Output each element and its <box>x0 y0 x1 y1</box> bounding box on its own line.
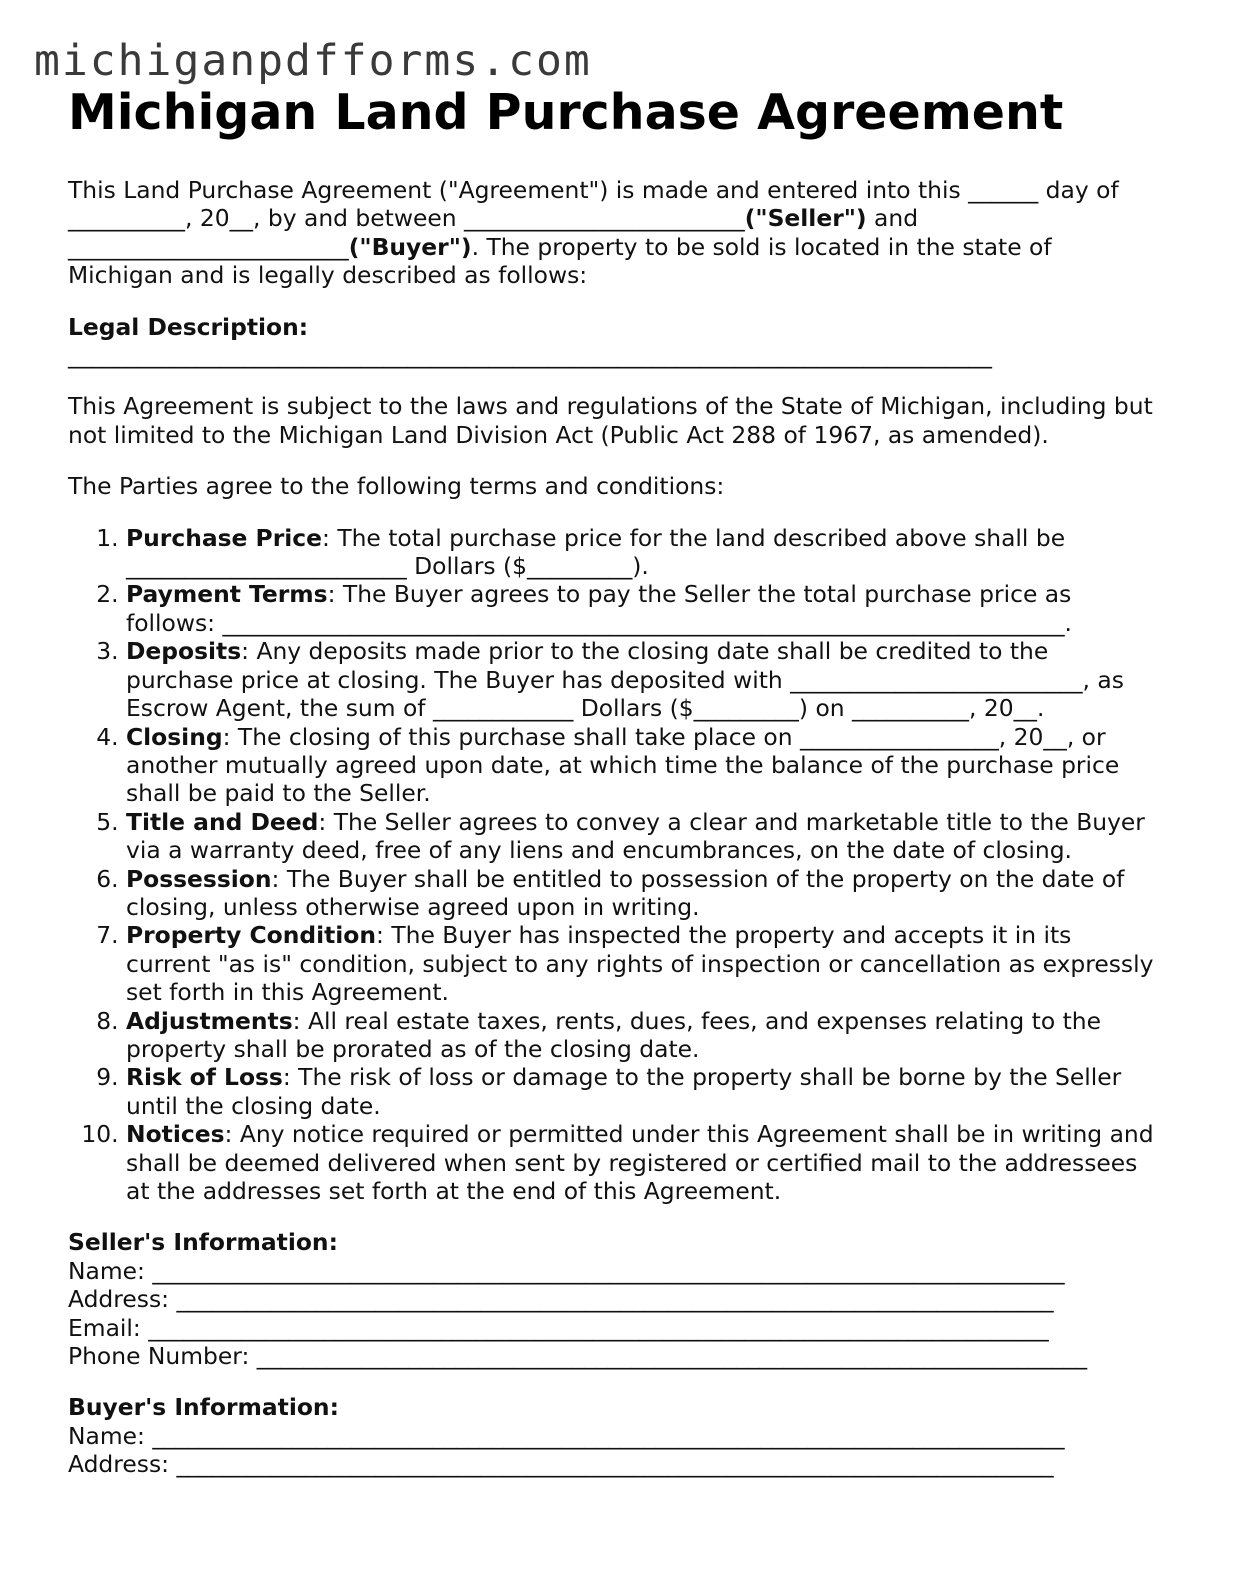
term-item <box>126 637 1158 722</box>
terms-list <box>68 524 1158 1206</box>
term-item <box>126 1120 1158 1205</box>
intro-paragraph: This Land Purchase Agreement ("Agreement") is made and entered into this ______ day of __________, 20__, by and between ________________________("Seller") and ________________________("Buyer"). The property to be sold is located in the state of Michigan and is legally described as follows: <box>68 176 1119 290</box>
site-watermark: michiganpdfforms.com <box>34 36 592 86</box>
law-paragraph: This Agreement is subject to the laws and regulations of the State of Michigan, including but not limited to the Michigan Land Division Act (Public Act 288 of 1967, as amended). <box>68 392 1153 449</box>
term-title: Purchase Price <box>126 523 322 552</box>
seller-label: ("Seller") <box>744 204 867 233</box>
seller-phone-field[interactable]: Phone Number: _______________________________________________________________________ <box>68 1342 1088 1371</box>
term-text: : All real estate taxes, rents, dues, fees, and expenses relating to the property shall be prorated as of the closing date. <box>126 1006 1101 1063</box>
legal-description-section <box>68 313 1158 370</box>
term-text: : The Buyer shall be entitled to possession of the property on the date of closing, unless otherwise agreed upon in writing. <box>126 864 1125 921</box>
term-item <box>126 580 1158 637</box>
term-text: : The Buyer has inspected the property and accepts it in its current "as is" condition, subject to any rights of inspection or cancellation as expressly set forth in this Agreement. <box>126 921 1154 1007</box>
page-title: Michigan Land Purchase Agreement <box>68 84 1064 141</box>
term-title: Possession <box>126 864 272 893</box>
seller-info-heading: Seller's Information: <box>68 1228 338 1257</box>
day-blank[interactable]: ______ <box>968 176 1039 204</box>
term-text: : The Buyer agrees to pay the Seller the total purchase price as follows: ________________________________________________________________________. <box>126 580 1072 637</box>
term-text: : The closing of this purchase shall take place on _________________, 20__, or another mutually agreed upon date, at which time the balance of the purchase price shall be paid to the Seller. <box>126 722 1120 808</box>
term-item <box>126 865 1158 922</box>
term-item <box>126 921 1158 1006</box>
seller-name-blank[interactable]: ________________________ <box>464 204 745 233</box>
term-title: Property Condition <box>126 921 377 950</box>
term-text: : The total purchase price for the land described above shall be ________________________ Dollars ($_________). <box>126 523 1066 581</box>
agreement-body <box>68 176 1158 1502</box>
term-item <box>126 1063 1158 1120</box>
seller-name-field[interactable]: Name: ______________________________________________________________________________ <box>68 1256 1065 1285</box>
buyer-name-blank[interactable]: ________________________ <box>68 232 349 261</box>
seller-address-field[interactable]: Address: ___________________________________________________________________________ <box>68 1285 1054 1314</box>
term-item <box>126 723 1158 808</box>
term-text: : Any notice required or permitted under this Agreement shall be in writing and shall be deemed delivered when sent by registered or certified mail to the addressees at the addresses set forth at the end of this Agreement. <box>126 1120 1154 1205</box>
term-title: Adjustments <box>126 1006 293 1035</box>
buyer-info-heading: Buyer's Information: <box>68 1393 339 1422</box>
buyer-label: ("Buyer") <box>348 232 472 261</box>
year-blank[interactable]: __ <box>229 204 253 233</box>
term-title: Notices <box>126 1120 225 1149</box>
terms-intro: The Parties agree to the following terms and conditions: <box>68 472 725 501</box>
buyer-name-field[interactable]: Name: ______________________________________________________________________________ <box>68 1421 1065 1450</box>
seller-email-field[interactable]: Email: _____________________________________________________________________________ <box>68 1313 1049 1342</box>
term-text: : The risk of loss or damage to the property shall be borne by the Seller until the closing date. <box>126 1063 1122 1120</box>
term-title: Deposits <box>126 637 242 666</box>
legal-description-blank[interactable]: _______________________________________________________________________________ <box>68 341 992 370</box>
term-text: : Any deposits made prior to the closing date shall be credited to the purchase price at closing. The Buyer has deposited with _________________________, as Escrow Agent, the sum of ____________ Dollars ($_________) on __________, 20__. <box>126 637 1124 723</box>
term-title: Closing <box>126 722 223 751</box>
month-blank[interactable]: __________ <box>68 204 185 233</box>
seller-information <box>68 1228 1158 1370</box>
term-title: Title and Deed <box>126 807 319 836</box>
buyer-address-field[interactable]: Address: ___________________________________________________________________________ <box>68 1450 1054 1479</box>
term-title: Payment Terms <box>126 580 328 609</box>
buyer-information <box>68 1393 1158 1478</box>
term-item <box>126 808 1158 865</box>
term-text: : The Seller agrees to convey a clear and marketable title to the Buyer via a warranty deed, free of any liens and encumbrances, on the date of closing. <box>126 807 1145 865</box>
term-item <box>126 524 1158 581</box>
term-item <box>126 1007 1158 1064</box>
term-title: Risk of Loss <box>126 1063 283 1092</box>
legal-description-heading: Legal Description: <box>68 312 309 341</box>
